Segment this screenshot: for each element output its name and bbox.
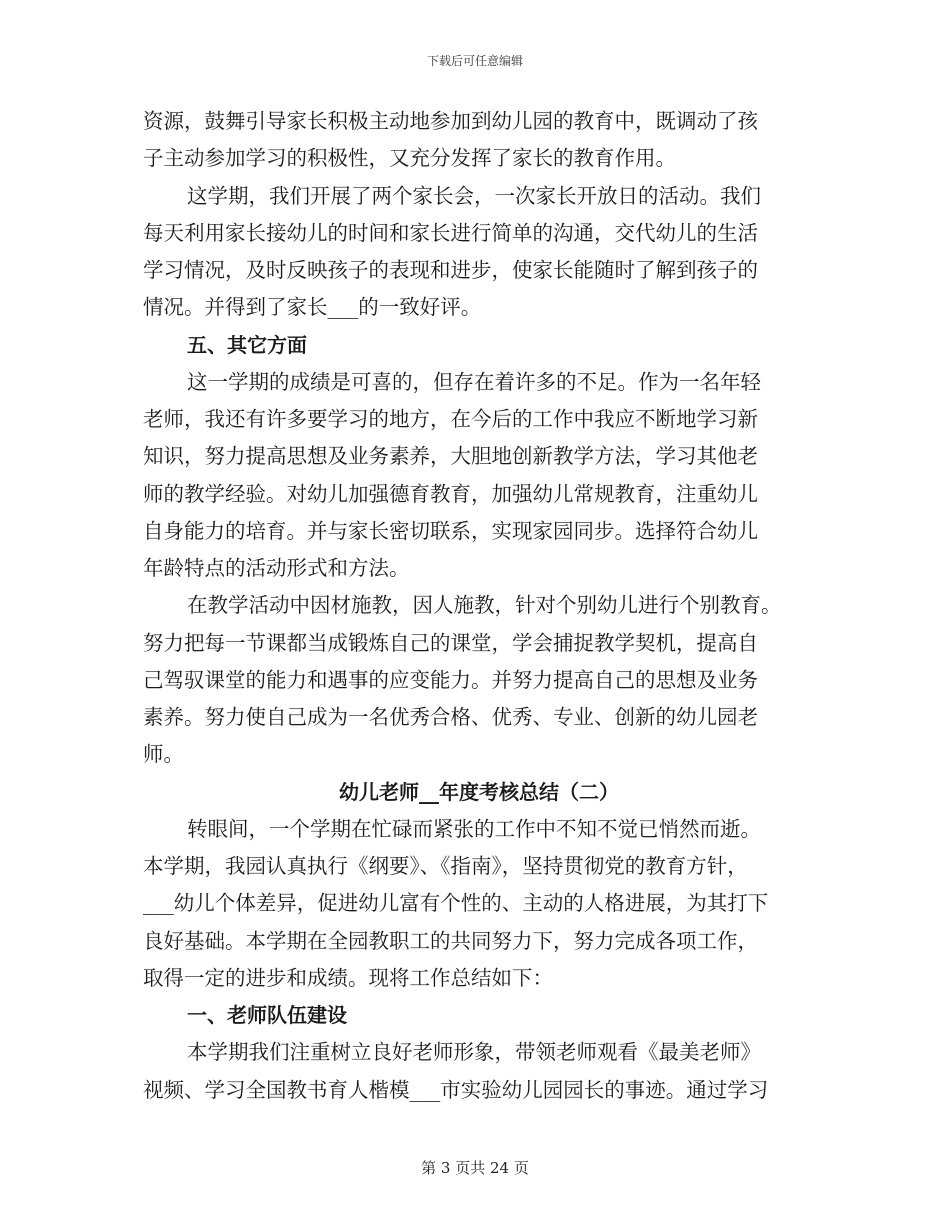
- paragraph-line: 本学期我们注重树立良好老师形象，带领老师观看《最美老师》: [187, 1040, 761, 1065]
- paragraph-line: 资源，鼓舞引导家长积极主动地参加到幼儿园的教育中，既调动了孩: [143, 109, 758, 133]
- paragraph-line: 年龄特点的活动形式和方法。: [143, 556, 410, 580]
- paragraph-line: 素养。努力使自己成为一名优秀合格、优秀、专业、创新的幼儿园老: [143, 705, 758, 729]
- paragraph-line: 在教学活动中因材施教，因人施教，针对个别幼儿进行个别教育。: [187, 593, 782, 618]
- paragraph-line: 本学期，我园认真执行《纲要》、《指南》，坚持贯彻党的教育方针，: [143, 854, 748, 878]
- document-body: [143, 103, 815, 1109]
- paragraph-line: 己驾驭课堂的能力和遇事的应变能力。并努力提高自己的思想及业务: [143, 667, 758, 692]
- paragraph-line: ___幼儿个体差异，促进幼儿富有个性的、主动的人格进展，为其打下: [143, 891, 769, 916]
- section-heading: 一、老师队伍建设: [187, 1003, 347, 1027]
- paragraph-line: 学习情况，及时反映孩子的表现和进步，使家长能随时了解到孩子的: [143, 258, 758, 282]
- page-header-note: 下载后可任意编辑: [426, 54, 523, 68]
- paragraph-line: 老师，我还有许多要学习的地方，在今后的工作中我应不断地学习新: [143, 407, 758, 431]
- paragraph-line: 这一学期的成绩是可喜的，但存在着许多的不足。作为一名年轻: [187, 369, 761, 394]
- paragraph-line: 师的教学经验。对幼儿加强德育教育，加强幼儿常规教育，注重幼儿: [143, 481, 758, 506]
- paragraph-line: 情况。并得到了家长___的一致好评。: [143, 295, 482, 320]
- paragraph-line: 转眼间，一个学期在忙碌而紧张的工作中不知不觉已悄然而逝。: [187, 816, 761, 841]
- paragraph-line: 师。: [143, 742, 184, 767]
- page-number: 第 3 页共 24 页: [421, 1159, 529, 1177]
- section-heading: 五、其它方面: [187, 332, 307, 357]
- paragraph-line: 努力把每一节课都当成锻炼自己的课堂，学会捕捉教学契机，提高自: [143, 630, 758, 655]
- paragraph-line: 视频、学习全国教书育人楷模___市实验幼儿园园长的事迹。通过学习: [143, 1077, 769, 1102]
- document-title: 幼儿老师__年度考核总结（二）: [339, 779, 619, 804]
- paragraph-line: 这学期，我们开展了两个家长会，一次家长开放日的活动。我们: [187, 183, 761, 208]
- paragraph-line: 良好基础。本学期在全园教职工的共同努力下，努力完成各项工作，: [143, 928, 758, 953]
- paragraph-line: 子主动参加学习的积极性，又充分发挥了家长的教育作用。: [143, 146, 676, 171]
- paragraph-line: 知识，努力提高思想及业务素养，大胆地创新教学方法，学习其他老: [143, 444, 758, 469]
- paragraph-line: 每天利用家长接幼儿的时间和家长进行简单的沟通，交代幼儿的生活: [143, 220, 758, 245]
- paragraph-line: 取得一定的进步和成绩。现将工作总结如下：: [143, 965, 553, 990]
- paragraph-line: 自身能力的培育。并与家长密切联系，实现家园同步。选择符合幼儿: [143, 518, 758, 543]
